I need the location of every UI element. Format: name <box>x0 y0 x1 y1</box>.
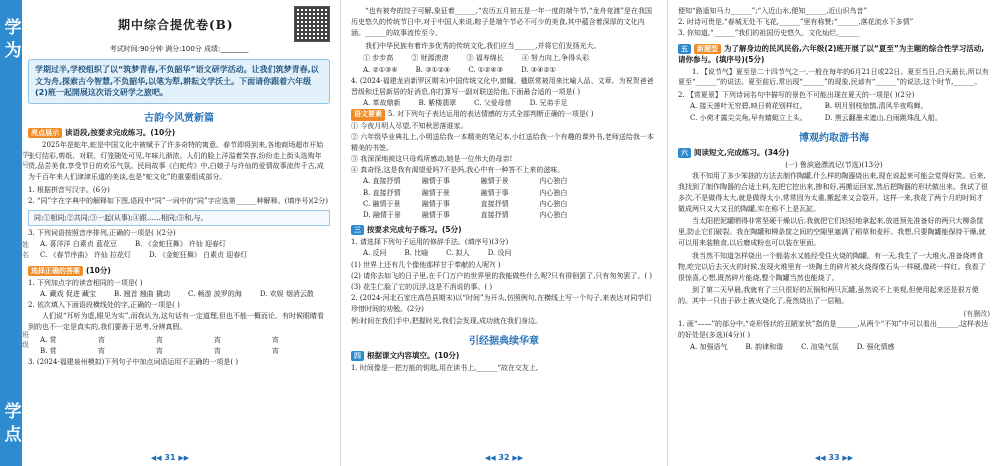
section-title-31: 古韵今风赏新篇 <box>144 112 214 124</box>
q2-opt1-c: C. 畅游 波罗的海 <box>188 289 242 298</box>
side-band-bottom: 学点 <box>0 402 21 448</box>
q1-opt-a: A. 喜洋洋 白素贞 蓝花豆 <box>40 240 117 249</box>
p33-q-read1-opt-c: C. 渲染气氛 <box>801 342 839 351</box>
p33-q-read1-opt-d: D. 强化情感 <box>856 342 895 351</box>
p32-sec3-opts <box>351 248 657 259</box>
exam-title: 期中综合提优卷(B) <box>118 17 234 32</box>
p32-grid-cell: 直接抒情 <box>480 199 509 208</box>
p32-sec4-line1: 1. 时间像是一把万能的钥匙,用在读书上,______“故在交友上, <box>351 363 539 372</box>
p32-grid-cell: 融情于景 <box>480 177 509 186</box>
p33-read-title: (一) 鲁滨逊漂流记(节选)(13分) <box>785 160 883 169</box>
q1-head-text: 读语段,按要求完成练习。(10分) <box>65 127 176 137</box>
p32-grid-cell: A. 直接抒情 <box>363 177 401 186</box>
p32-sec4-head <box>351 350 657 361</box>
p33-q-opts <box>678 101 990 123</box>
p33-read-para: 当太阳把泥罐晒得非常坚硬干燥以后,我就把它们轻轻地拿起来,放进预先准备好的两只大柳条筐里,防止它们破裂。我在陶罐和柳条筐之间的空隙里塞满了稻草和麦秆。我想,只要陶罐能保持干燥,就可以用来装粮食,以后磨成粉也可以装在里面。 <box>678 217 986 248</box>
p33-q-tag: 新题型 <box>694 44 721 54</box>
p33-read-tag: 阅读短文,完成练习。(34分) <box>694 147 790 157</box>
next-page-icon: ▶▶ <box>512 454 524 462</box>
p32-grid-cell: 直接抒情 <box>480 211 509 219</box>
q2-sub3: 3. (2024·福建泉州模拟)下列句子中加点词语运用不正确的一项是( ) <box>28 358 239 367</box>
page-footer-32 <box>341 453 667 462</box>
p32-sec3-head-text: 按要求完成句子练习。(5分) <box>367 225 462 235</box>
p32-grid-cell: 融情于景 <box>421 188 450 197</box>
p32-q4-opt-b: B. 紫楼翡翠 <box>418 99 457 108</box>
exam-meta: 考试时间:90分钟 满分:100分 成绩:________ <box>109 45 249 53</box>
p33-read-num: 六 <box>678 148 691 158</box>
q2-grid-cell: 宵 <box>272 347 279 356</box>
p33-q-item: 1. 【说节气】夏至是二十四节气之一,一般在每年的6月21日或22日。夏至当日,白天最长,所以有夏至“______”的说法。夏至前后,常出现“______”的现象,民谚有“______”的说法,这个时节,______。 <box>678 67 989 87</box>
p32-grid-cell: D. 融情于景 <box>363 211 401 219</box>
p32-opt1b-a: A. ②①③④ <box>363 65 398 74</box>
page-33 <box>667 0 1000 466</box>
p32-grid-cell: 融情于事 <box>421 199 450 208</box>
q2-grid-cell: 宵 <box>98 347 105 356</box>
p32-sec3-line1: 1. 请选择下列句子运用的修辞手法。(填序号)(3分) <box>351 238 509 247</box>
p32-q4-opts <box>351 98 657 109</box>
p33-q-opt-a: A. 接天莲叶无穷碧,映日荷花别样红。 <box>690 102 807 111</box>
p32-sec4-num: 四 <box>351 351 364 361</box>
p32-sec3-line2: 2. (2024·河北石家庄高邑县期末)以“时间”为开头,仿照例句,在横线上写一个句子,来表达对同学们珍惜时间的劝勉。(2分) <box>351 294 652 314</box>
q2-grid-cell: 宵 <box>156 335 163 344</box>
q2-grid <box>28 335 330 357</box>
p33-q-head-text: 为了解身边的民风民俗,六年级(2)班开展了以“夏至”为主题的综合性学习活动,请你参与。(填序号)(5分) <box>678 43 985 64</box>
p32-opt1b-d: D. ③④②① <box>520 65 556 74</box>
p32-sec3-item: (2) 请你去如飞的日子里,在千门万户的世界里的我能做些什么呢?只有徘徊罢了,只有匆匆罢了。( ) <box>351 271 653 280</box>
p33-q-read1-opt-a: A. 加强语气 <box>690 342 728 351</box>
p32-sec3-num: 三 <box>351 225 364 235</box>
p33-line-top-1: 便知“路遥知马力______”;“入近山水,便知______,近山识鸟音” <box>678 7 868 15</box>
side-label-student-id: 学号 <box>22 151 29 169</box>
p32-opt1b-c: C. ①②④③ <box>468 65 503 74</box>
q1-tag: 亮点展示 <box>28 128 62 138</box>
p33-q-item: 2. 【赏夏景】下列诗词名句中描写的景色不可能出现在夏天的一项是( )(2分) <box>678 91 915 100</box>
p32-q5-line: 5. 对下列句子表达运用的表达情感的方式全部判断正确的一项是( ) <box>388 110 594 119</box>
q2-head <box>28 265 330 276</box>
p33-line-top-3: 3. 你知道,“______”我们的祖国历史悠久、文化灿烂,______ <box>678 29 860 38</box>
page-31 <box>0 0 340 466</box>
side-label-name: 姓名 <box>22 241 29 259</box>
q1-head <box>28 127 330 138</box>
section-title-32: 引经据典续华章 <box>469 335 539 347</box>
p33-q-opt-d: D. 黑云翻墨未遮山,白雨跳珠乱入船。 <box>824 113 942 122</box>
p32-grid-cell: C. 融情于景 <box>363 199 401 208</box>
p32-q5-item: ② 六年级毕业典礼上,小明送给我一本精美的笔记本,小红送给我一个有趣的课外书,老师送给我一本精美的书签。 <box>351 132 654 152</box>
p32-opt2: ② 财源滚滚 <box>411 54 449 63</box>
q1-para: 2025年是蛇年,蛇是中国文化中被赋予了许多奇特的寓意。春节即将到来,各地商场超市开始张灯结彩,剪纸、对联、灯笼随处可见,年味儿渐浓。人们的脸上洋溢着笑容,纷纷走上街头选购年货,品尝美食,享受节日的欢乐气氛。民间故事《白蛇传》中,白娘子与许仙的爱情故事流传千古,成为千百年来人们津津乐道的美谈,也是“蛇文化”的重要组成部分。 <box>28 140 324 182</box>
p32-grid-cell: B. 直接抒情 <box>363 188 401 197</box>
q2-head-text: (10分) <box>86 265 111 275</box>
section-title-33: 博观约取游书海 <box>799 132 869 144</box>
side-labels <box>22 150 30 350</box>
side-band-top: 学为 <box>0 18 21 64</box>
p32-grid-cell: 融情于事 <box>480 188 509 197</box>
q2-grid-cell: A. 赏 <box>40 335 57 344</box>
q2-sub1: 1. 下列加点字的读音相同的一项是( ) <box>28 278 143 287</box>
p32-line-top-1: “也有被夸的饺子可解,象征着______,“农历五月初五是一年一度的端午节,“龙舟竞渡”是在我国历史悠久的传统节日中,对于中国人来说,粽子是端午节必不可少的美食,其中蕴含着深厚的文化内涵。______的故事流传至今。 <box>351 7 652 37</box>
p32-grid-cell: 内心独白 <box>539 199 568 208</box>
q1-sub1: 1. 根据拼音写汉字。(6分) <box>28 186 110 195</box>
page-footer-31 <box>0 453 340 462</box>
p33-q-head <box>678 43 990 65</box>
p32-opts1 <box>351 53 657 64</box>
q2-tag: 选择正确的答案 <box>28 266 83 276</box>
p32-q4: 4. (2024·福建龙岩新罗区期末)中国传统文化中,窗牖、楹联常被用来比喻人品、文章。为祝贺爸爸晋级和迁居新居的好消息,你打算写一副对联送给他,下面最合适的一项是( ) <box>351 76 654 96</box>
p32-grid-cell: 内心独白 <box>539 177 568 186</box>
q2-opt1-a: A. 藏戏 促进 藏宝 <box>40 289 96 298</box>
p33-read-para: 我当然不知道怎样烧出一个能装水又能经受住火烧的陶罐。有一天,我生了一大堆火,准备烧烤食物,吃完以后去灭火的时候,发现火堆里有一块陶土的碎片被火烧得像石头一样硬,像砖一样红。我看了很惊喜,心想,既然碎片能烧,整个陶罐当然也能烧了。 <box>678 251 986 282</box>
p32-q4-opt-d: D. 兄弟手足 <box>529 99 568 108</box>
p32-sec3-item: (3) 花生仁脸了它的沉浮,这是不消说的事。( ) <box>351 282 493 291</box>
p32-opt4: ④ 努力向上,争得头彩 <box>521 54 590 63</box>
q2-opts1 <box>28 289 330 300</box>
p33-q-opt-c: C. 小荷才露尖尖角,早有蜻蜓立上头。 <box>690 113 807 122</box>
p32-grid-cell: 融情于事 <box>421 177 450 186</box>
p32-sec3-opt-a: A. 反问 <box>363 249 387 258</box>
p32-q4-opt-c: C. 父爱母慈 <box>474 99 512 108</box>
p32-opt1b-b: B. ③①②④ <box>415 65 451 74</box>
p32-grid-cell: 内心独白 <box>539 188 568 197</box>
next-page-icon: ▶▶ <box>842 454 854 462</box>
q2-grid-cell: 宵 <box>156 347 163 356</box>
p33-source-note: (有删改) <box>963 310 990 319</box>
page-number-33: 33 <box>828 453 840 462</box>
side-banner <box>0 0 22 466</box>
page-footer-33 <box>668 453 1000 462</box>
page-32 <box>340 0 667 466</box>
p32-sec4-head-text: 根据课文内容填空。(10分) <box>367 350 460 360</box>
p32-grid-cell <box>598 176 657 187</box>
p33-read-head <box>678 147 990 158</box>
title-row <box>28 6 330 42</box>
p33-read-para: 到了第二天早晨,我就有了三只很好的瓦锅和两只瓦罐,虽然说不上美观,但使用起来还是很方便的。其中一只由于砂土被火烧化了,竟然烧出了一层釉。 <box>678 286 979 306</box>
q1-box: 同:①相同;②共同;③一起(从事);④跟……相同;⑤和,与。 <box>28 210 330 227</box>
p32-opts1b <box>351 65 657 76</box>
q2-grid-cell: 宵 <box>214 347 221 356</box>
p32-grid-cell <box>598 210 657 221</box>
p32-q5-item: ④ 真奇怪,这是我有渴望爱吗?不是吗,我心中有一种答不上来的滋味。 <box>351 166 565 175</box>
q2-para: 人们说“耳听为虚,眼见为实”,而我认为,这句话有一定道理,但也不能一概而论。有时候眼睛看到的也不一定是真实的,我们要善于思考,分辨真假。 <box>28 312 325 331</box>
q1-opt-b: B. 《金蛇狂舞》 许仙 迎春灯 <box>134 240 227 249</box>
p32-sec3-example: 例:时间在我们手中,把握时光,我们会发现,成功就在我们身边。 <box>351 316 543 325</box>
p32-sec3-opt-b: B. 比喻 <box>404 249 429 258</box>
p33-read-para: 我不知用了多少笨拙的方法去制作陶罐,什么样的陶器烧出来,现在说起来可能会觉得好笑。后来,我找到了制作陶器的合适土料,先把它挖出来,掺和好,再搬运回家,然后把陶器的形状做出来。我试了很多次,不是做得太大,就是做得太小,常常因为太重,搬起来又会裂开。这样一来,我花了两个月的时间才做成两只又大又丑的陶罐,实在称不上是瓦缸。 <box>678 172 988 213</box>
prev-page-icon: ◀◀ <box>814 454 826 462</box>
p32-q5-item: ① 今夜月明人尽望,不知秋思落谁家。 <box>351 121 468 130</box>
p32-grid-cell <box>598 188 657 199</box>
p33-q-read1-opts <box>678 342 990 353</box>
p32-q5-tag: 语文要素 <box>351 109 385 120</box>
next-page-icon: ▶▶ <box>178 454 190 462</box>
q1-sub3: 3. 下列词语按照音序排列,正确的一项是( )(2分) <box>28 229 176 238</box>
qr-code <box>294 6 330 42</box>
q2-grid-cell: 宵 <box>214 335 221 344</box>
p33-q-num: 五 <box>678 44 691 54</box>
q1-opts <box>28 239 330 261</box>
p32-q5 <box>351 109 657 120</box>
q2-grid-cell: B. 赏 <box>40 347 57 356</box>
p32-sec3-head <box>351 224 657 235</box>
prev-page-icon: ◀◀ <box>484 454 496 462</box>
p32-sec3-opt-d: D. 设问 <box>487 249 512 258</box>
page-number-31: 31 <box>164 453 176 462</box>
p32-q5-grid <box>351 176 657 221</box>
p32-opt3: ③ 福寿绵长 <box>466 54 504 63</box>
q1-opt-c: C. 《春节序曲》 许仙 拉花灯 <box>40 251 132 260</box>
q1-sub2: 2. “同”字在字典中的解释如下图,语段中“同”一词中的“同”字应选第______种解释。(填序号)(2分) <box>28 197 328 206</box>
p32-q4-opt-a: A. 革故鼎新 <box>363 99 401 108</box>
p32-sec3-opt-c: C. 拟人 <box>446 249 470 258</box>
p32-line-top-2: 我们中华民族有着许多优秀的传统文化,我们应当______,并将它们发扬光大。 <box>365 41 601 50</box>
intro-box: 学期过半,学校组织了以“筑梦青春,不负韶华”语文研学活动。让我们筑梦青春,以文为舟,探索古今智慧,不负韶华,以笔为犁,耕耘文学沃土。下面请你跟着六年级(2)班一起開展这次语文研学之旅吧。 <box>28 59 330 104</box>
p32-grid-cell: 内心独白 <box>539 211 568 219</box>
p32-grid-cell: 融情于事 <box>421 211 450 219</box>
q2-grid-cell: 宵 <box>98 335 105 344</box>
q1-opt-d: D. 《金蛇狂舞》 白素贞 迎春灯 <box>149 251 248 260</box>
p32-q5-item: ③ 我深深地被这只母鸡所感动,她是一位伟大的母亲! <box>351 155 513 164</box>
q2-opt1-d: D. 欢娱 烟消云散 <box>259 289 314 298</box>
page-number-32: 32 <box>498 453 510 462</box>
q2-opt1-b: B. 翘首 翘曲 撬动 <box>113 289 171 298</box>
p33-q-read1: 1. 画“——”的部分中,“奇形怪状的丑陋家伙”指的是______,从两个“不知”中可以看出______,这样表达的好处是(多选)(4分)( ) <box>678 320 989 340</box>
p32-grid-cell <box>598 199 657 210</box>
p32-opt1: ① 步步高 <box>363 54 394 63</box>
p32-sec3-item: (1) 世界上还有几个像他那样甘于奉献的人呢?( ) <box>351 260 501 269</box>
side-label-class: 班级 <box>22 331 29 349</box>
p33-line-top-2: 2. 时诗可贵是,“春城无处不飞花,______”里有称赞;“______,落花流水下多情” <box>678 18 914 27</box>
q2-sub2: 2. 依次填入下面语段横线处的字,正确的一项是( ) <box>28 300 180 309</box>
p33-q-read1-opt-b: B. 韵律和谐 <box>745 342 784 351</box>
q2-grid-cell: 宵 <box>272 335 279 344</box>
p33-q-opt-b: B. 明月别枝惊鹊,清风半夜鸣蝉。 <box>824 102 928 111</box>
prev-page-icon: ◀◀ <box>150 454 162 462</box>
